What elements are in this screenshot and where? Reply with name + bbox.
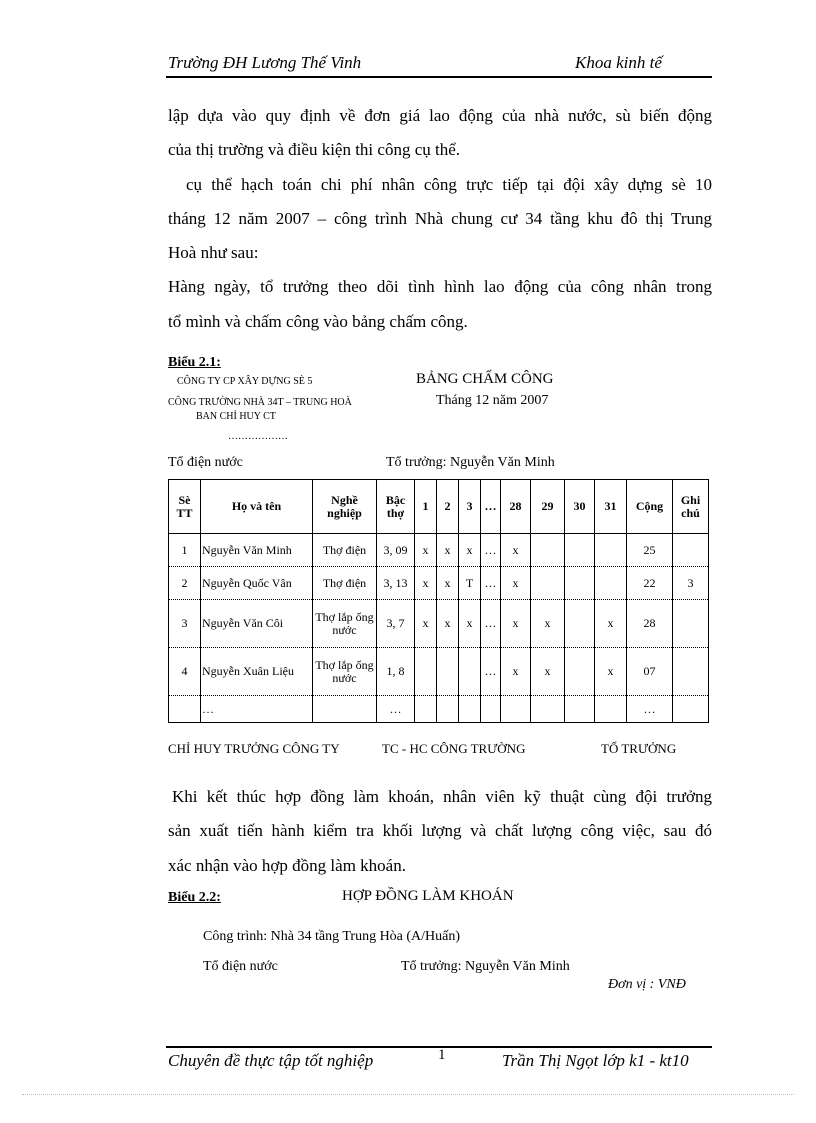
table-cell: Thợ lắp ống nước <box>313 648 377 696</box>
table-cell <box>415 696 437 723</box>
table-cell: Nguyễn Xuân Liệu <box>201 648 313 696</box>
table-row <box>169 567 709 600</box>
table-cell <box>565 648 595 696</box>
signature-director: CHỈ HUY TRƯỞNG CÔNG TY <box>168 741 340 756</box>
para2-line2: tháng 12 năm 2007 – công trình Nhà chung cư 34 tầng khu đô thị Trung <box>168 209 712 228</box>
table-cell: x <box>459 600 481 648</box>
table-cell <box>459 648 481 696</box>
table-cell <box>415 648 437 696</box>
table-cell: … <box>481 648 501 696</box>
table-cell: 2 <box>169 567 201 600</box>
table-cell: 4 <box>169 648 201 696</box>
table-cell: 3 <box>673 567 709 600</box>
bieu1-label: Biểu 2.1: <box>168 355 221 370</box>
table-header-cell: 3 <box>459 480 481 534</box>
table-cell: 25 <box>627 534 673 567</box>
table-cell: 07 <box>627 648 673 696</box>
table-row <box>169 600 709 648</box>
table-cell: … <box>481 567 501 600</box>
table-cell: Thợ lắp ống nước <box>313 600 377 648</box>
table-header-cell: Họ và tên <box>201 480 313 534</box>
table-cell: 28 <box>627 600 673 648</box>
table-cell: … <box>627 696 673 723</box>
footer-title: Chuyên đề thực tập tốt nghiệp <box>168 1051 374 1070</box>
table-cell <box>531 534 565 567</box>
table-cell: x <box>437 567 459 600</box>
para4-line3: xác nhận vào hợp đồng làm khoán. <box>168 856 406 875</box>
table-cell <box>565 534 595 567</box>
table-header-cell: 28 <box>501 480 531 534</box>
header-rule <box>166 76 712 78</box>
table-cell: … <box>481 534 501 567</box>
table-cell <box>313 696 377 723</box>
table-header-cell: Bậc thợ <box>377 480 415 534</box>
table-cell: x <box>595 600 627 648</box>
table-cell: x <box>595 648 627 696</box>
signature-admin: TC - HC CÔNG TRƯỜNG <box>382 741 526 756</box>
table-cell: Nguyễn Quốc Vân <box>201 567 313 600</box>
table-cell <box>437 648 459 696</box>
table-header-cell: Sè TT <box>169 480 201 534</box>
table-cell <box>673 696 709 723</box>
para1-line2: của thị trường và điều kiện thi công cụ thể. <box>168 140 461 159</box>
table-cell <box>531 696 565 723</box>
attendance-month: Tháng 12 năm 2007 <box>436 393 549 408</box>
table-row <box>169 648 709 696</box>
para4-line1: Khi kết thúc hợp đồng làm khoán, nhân viên kỹ thuật cùng đội trưởng <box>172 787 712 806</box>
table-cell: x <box>501 600 531 648</box>
contract-project: Công trình: Nhà 34 tầng Trung Hòa (A/Huấn) <box>203 929 461 944</box>
table-cell <box>501 696 531 723</box>
table-row <box>169 696 709 723</box>
page-edge-dotted <box>22 1094 794 1095</box>
para3-line2: tổ mình và chấm công vào bảng chấm công. <box>168 312 468 331</box>
table-cell: 3, 13 <box>377 567 415 600</box>
team-leader: Tổ trưởng: Nguyễn Văn Minh <box>386 455 555 470</box>
table-cell <box>169 696 201 723</box>
table-cell: 3 <box>169 600 201 648</box>
table-cell: x <box>415 600 437 648</box>
header-faculty: Khoa kinh tế <box>575 53 662 72</box>
table-cell <box>481 696 501 723</box>
table-cell: 1, 8 <box>377 648 415 696</box>
table-header-cell: 30 <box>565 480 595 534</box>
table-cell <box>673 648 709 696</box>
para2-line1: cụ thể hạch toán chi phí nhân công trực tiếp tại đội xây dựng sè 10 <box>186 175 712 194</box>
table-cell: x <box>531 600 565 648</box>
table-cell <box>565 567 595 600</box>
table-cell <box>595 534 627 567</box>
contract-title: HỢP ĐỒNG LÀM KHOÁN <box>342 888 514 904</box>
table-cell <box>459 696 481 723</box>
company-dots: ……………… <box>228 431 288 442</box>
footer-author: Trần Thị Ngọt lớp k1 - kt10 <box>502 1051 689 1070</box>
table-header-cell: … <box>481 480 501 534</box>
company-board: BAN CHỈ HUY CT <box>196 411 276 422</box>
attendance-title: BẢNG CHẤM CÔNG <box>416 371 554 387</box>
para1-line1: lập dựa vào quy định về đơn giá lao động của nhà nước, sù biến động <box>168 106 712 125</box>
table-cell: … <box>377 696 415 723</box>
table-cell: 22 <box>627 567 673 600</box>
table-cell: Nguyễn Văn Minh <box>201 534 313 567</box>
table-cell: Thợ điện <box>313 534 377 567</box>
company-name: CÔNG TY CP XÂY DỰNG SÈ 5 <box>177 376 313 387</box>
table-cell: x <box>415 567 437 600</box>
table-header-cell: 29 <box>531 480 565 534</box>
header-school: Trường ĐH Lương Thế Vinh <box>168 53 362 72</box>
table-cell: x <box>501 648 531 696</box>
para2-line3: Hoà như sau: <box>168 243 259 262</box>
attendance-table <box>168 479 709 723</box>
table-cell <box>531 567 565 600</box>
signature-leader: TỔ TRƯỞNG <box>601 741 677 756</box>
table-cell: T <box>459 567 481 600</box>
contract-leader: Tổ trưởng: Nguyễn Văn Minh <box>401 959 570 974</box>
table-cell: Nguyễn Văn Côi <box>201 600 313 648</box>
table-cell: x <box>531 648 565 696</box>
table-header-row <box>169 480 709 534</box>
para4-line2: sản xuất tiến hành kiểm tra khối lượng và chất lượng công việc, sau đó <box>168 821 712 840</box>
table-cell: 3, 7 <box>377 600 415 648</box>
table-header-cell: 2 <box>437 480 459 534</box>
table-cell: x <box>459 534 481 567</box>
table-header-cell: Nghề nghiệp <box>313 480 377 534</box>
table-cell: x <box>415 534 437 567</box>
table-cell <box>595 696 627 723</box>
contract-unit: Đơn vị : VNĐ <box>608 977 686 992</box>
table-cell: Thợ điện <box>313 567 377 600</box>
bieu2-label: Biểu 2.2: <box>168 890 221 905</box>
table-cell <box>565 600 595 648</box>
table-cell <box>673 600 709 648</box>
page-number: 1 <box>438 1047 446 1063</box>
table-cell: 1 <box>169 534 201 567</box>
table-cell: x <box>501 534 531 567</box>
table-cell <box>673 534 709 567</box>
para3-line1: Hàng ngày, tổ trưởng theo dõi tình hình lao động của công nhân trong <box>168 277 712 296</box>
table-cell: x <box>437 600 459 648</box>
table-cell: … <box>201 696 313 723</box>
table-header-cell: 1 <box>415 480 437 534</box>
table-cell <box>437 696 459 723</box>
table-cell: x <box>437 534 459 567</box>
table-header-cell: 31 <box>595 480 627 534</box>
company-site: CÔNG TRƯỜNG NHÀ 34T – TRUNG HOÀ <box>168 397 352 408</box>
table-cell: x <box>501 567 531 600</box>
table-cell: 3, 09 <box>377 534 415 567</box>
table-cell <box>595 567 627 600</box>
table-cell: … <box>481 600 501 648</box>
team-name: Tổ điện nước <box>168 455 243 470</box>
table-cell <box>565 696 595 723</box>
contract-team: Tổ điện nước <box>203 959 278 974</box>
table-row <box>169 534 709 567</box>
table-header-cell: Ghi chú <box>673 480 709 534</box>
table-header-cell: Cộng <box>627 480 673 534</box>
